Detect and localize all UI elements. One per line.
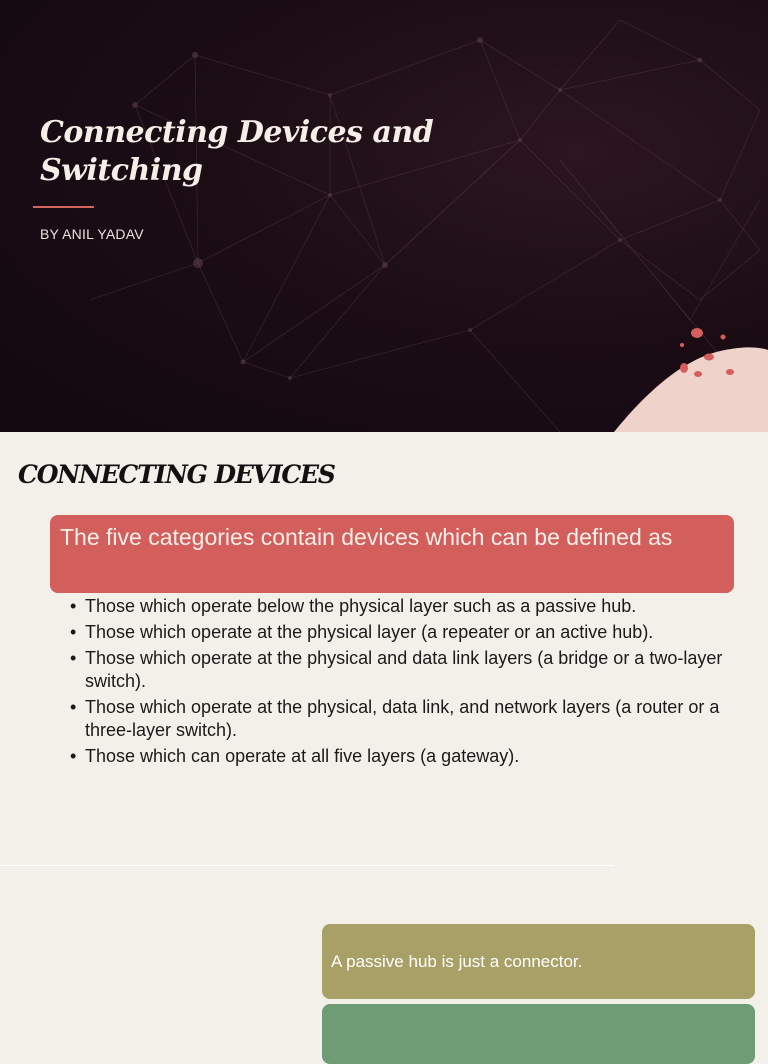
banner-text: The five categories contain devices which can be defined as [60, 524, 673, 550]
title-underline [33, 206, 94, 208]
list-item: • Those which operate below the physical layer such as a passive hub. [70, 595, 730, 618]
callout-text: A passive hub is just a connector. [331, 951, 583, 971]
title-slide [0, 0, 768, 432]
list-item: • Those which can operate at all five layers (a gateway). [70, 745, 730, 768]
decorative-blob-graphic [600, 320, 768, 432]
author-byline: BY ANIL YADAV [40, 226, 144, 242]
slide-heading: CONNECTING DEVICES [18, 460, 335, 489]
list-item: • Those which operate at the physical layer (a repeater or an active hub). [70, 621, 730, 644]
passive-hub-callout [322, 924, 755, 999]
categories-banner [50, 515, 734, 593]
green-callout-box [322, 1004, 755, 1064]
slide-divider [0, 865, 614, 866]
connecting-devices-slide [0, 432, 768, 865]
list-item: • Those which operate at the physical and data link layers (a bridge or a two-layer switch). [70, 647, 730, 693]
list-item: • Those which operate at the physical, data link, and network layers (a router or a three-layer switch). [70, 696, 730, 742]
presentation-title: Connecting Devices and Switching [40, 115, 434, 188]
device-categories-list [70, 595, 730, 771]
